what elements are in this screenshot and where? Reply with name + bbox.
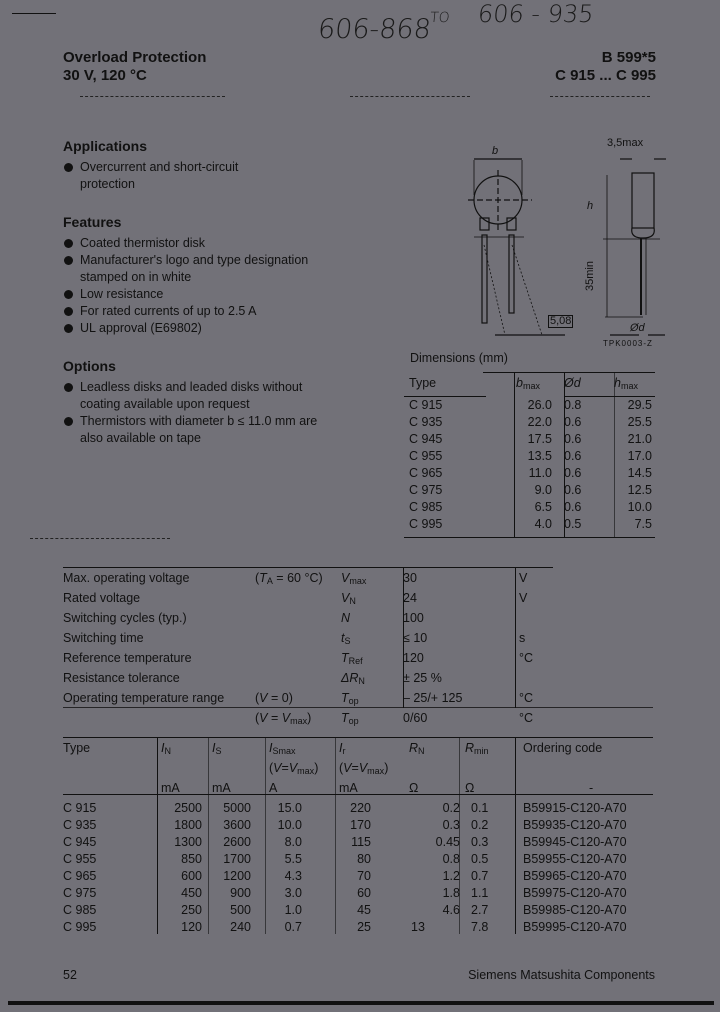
list-item: Low resistance: [63, 286, 338, 303]
list-item: Leadless disks and leaded disks without coating available upon request: [63, 379, 331, 413]
ordering-table: [63, 740, 627, 936]
handwritten-to: TO: [429, 10, 451, 26]
table-units-row: mA mA A mA Ω Ω -: [161, 781, 594, 795]
list-item: Thermistors with diameter b ≤ 11.0 mm are also available on tape: [63, 413, 331, 447]
page-title: Overload Protection: [63, 49, 207, 66]
options-heading: Options: [63, 358, 116, 374]
table-header-row: Type $I_N$ $I_S$ $I_{Smax}$ $I_r$ $R_N$ $R_{min}$ Ordering code: [63, 741, 603, 756]
table-row: C 965 11.0 0.6 14.5: [409, 466, 652, 480]
type-range: C 915 ... C 995: [555, 67, 656, 84]
col-b: $b_{max}$: [516, 376, 540, 391]
table-row: C 935 22.0 0.6 25.5: [409, 415, 652, 429]
table-row: C 995 4.0 0.5 7.5: [409, 517, 652, 531]
col-h: $h_{max}$: [614, 376, 638, 391]
page-number: 52: [63, 968, 77, 982]
col-d: Ød: [564, 376, 581, 390]
company-name: Siemens Matsushita Components: [468, 968, 655, 982]
drawing-code: TPK0003-Z: [603, 339, 653, 348]
table-row: C 945 1300 2600 8.0 115 0.45 0.3 B59945-C120-A70: [63, 835, 627, 849]
table-row: C 985 6.5 0.6 10.0: [409, 500, 652, 514]
label-lead-length: 35min: [583, 261, 596, 291]
header-rule: [550, 96, 650, 98]
label-d: Ød: [630, 322, 645, 334]
table-row: C 975 450 900 3.0 60 1.8 1.1 B59975-C120-A70: [63, 886, 627, 900]
table-row: C 955 850 1700 5.5 80 0.8 0.5 B59955-C120-A70: [63, 852, 627, 866]
table-row: Reference temperature $T_{Ref}$ 120 °C: [63, 651, 534, 666]
table-row: Switching cycles (typ.) N 100: [63, 611, 424, 625]
applications-section: [63, 138, 363, 193]
table-row: C 985 250 500 1.0 45 4.6 2.7 B59985-C120-A70: [63, 903, 627, 917]
label-thickness: 3,5max: [607, 137, 644, 149]
table-rule: [63, 737, 653, 738]
features-heading: Features: [63, 214, 122, 230]
table-row: $(V = V_{max})$ $T_{op}$ 0/60 °C: [255, 711, 534, 726]
table-header-row: [409, 375, 652, 397]
header-rule: [350, 96, 470, 98]
bottom-bar: [8, 1001, 714, 1005]
list-item: Manufacturer's logo and type designation stamped on in white: [63, 252, 338, 286]
dimensions-table: [409, 375, 652, 533]
label-b: b: [492, 145, 499, 157]
table-rule: [483, 372, 655, 373]
table-row: C 935 1800 3600 10.0 170 0.3 0.2 B59935-C120-A70: [63, 818, 627, 832]
features-section: [63, 214, 363, 337]
list-item: Overcurrent and short-circuit protection: [63, 159, 268, 193]
list-item: For rated currents of up to 2.5 A: [63, 303, 338, 320]
table-header-conds: $(V=V_{max})$ $(V=V_{max})$: [269, 761, 389, 776]
list-item: UL approval (E69802): [63, 320, 338, 337]
table-rule: [404, 537, 655, 538]
series-code: B 599*5: [601, 49, 656, 66]
table-row: Switching time $t_S$ ≤ 10 s: [63, 631, 526, 646]
label-pitch: 5,08: [550, 315, 572, 327]
label-h: h: [587, 200, 594, 212]
table-row: Rated voltage $V_N$ 24 V: [63, 591, 528, 606]
table-row: C 975 9.0 0.6 12.5: [409, 483, 652, 497]
page-subtitle: 30 V, 120 °C: [63, 67, 147, 84]
corner-mark: [12, 13, 56, 14]
table-row: C 915 2500 5000 15.0 220 0.2 0.1 B59915-C120-A70: [63, 801, 627, 815]
options-section: [63, 358, 363, 447]
table-row: C 915 26.0 0.8 29.5: [409, 398, 652, 412]
handwritten-part-end: 606 - 935: [476, 0, 596, 28]
applications-heading: Applications: [63, 138, 148, 154]
table-row: Operating temperature range (V = 0) $T_{op}$ – 25/+ 125 °C: [63, 691, 534, 706]
specs-table: [63, 570, 533, 730]
table-row: Max. operating voltage ($T_A = 60$ °C) $V_{max}$ 30 V: [63, 571, 528, 586]
dimensions-caption: Dimensions (mm): [410, 351, 508, 365]
table-row: C 945 17.5 0.6 21.0: [409, 432, 652, 446]
table-row: C 995 120 240 0.7 25 13 7.8 B59995-C120-A70: [63, 920, 627, 934]
rule: [30, 538, 170, 540]
header-rule: [80, 96, 225, 98]
table-row: C 965 600 1200 4.3 70 1.2 0.7 B59965-C120-A70: [63, 869, 627, 883]
table-row: C 955 13.5 0.6 17.0: [409, 449, 652, 463]
col-type: Type: [409, 376, 437, 390]
list-item: Coated thermistor disk: [63, 235, 338, 252]
table-rule: [63, 567, 553, 568]
table-row: Resistance tolerance $\Delta R_N$ ± 25 %: [63, 671, 442, 686]
handwritten-part-start: 606-868: [316, 14, 433, 45]
